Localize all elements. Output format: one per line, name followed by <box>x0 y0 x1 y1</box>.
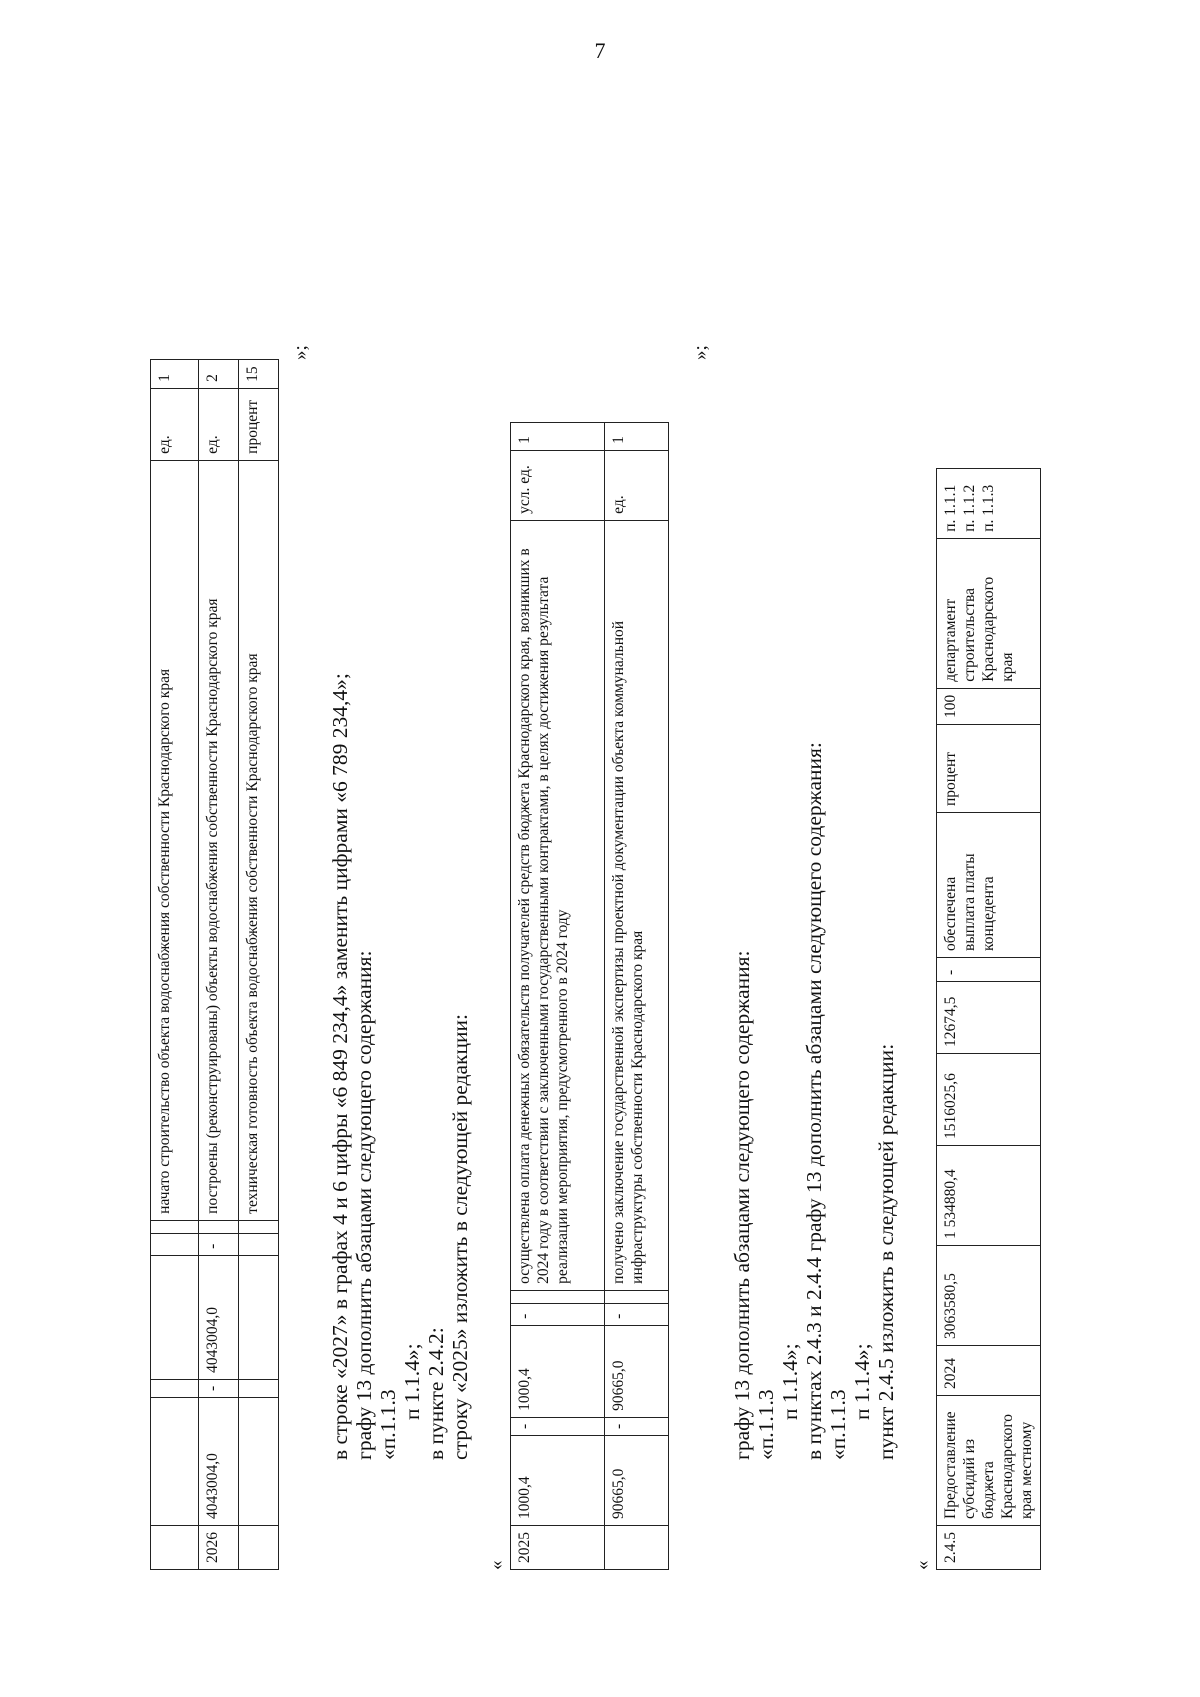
value-cell: 15 <box>239 360 279 389</box>
closing-quote-mark: »; <box>290 345 311 360</box>
unit-cell: ед. <box>605 450 669 520</box>
unit-cell: ед. <box>199 388 239 460</box>
year-cell <box>151 1526 199 1570</box>
amount-cell <box>239 1233 279 1255</box>
table-2-block <box>510 422 669 1570</box>
table-2 <box>510 422 669 1570</box>
paragraph-line: «п.1.1.3 <box>754 1389 778 1460</box>
table-row <box>937 468 1041 1569</box>
amount-cell: - <box>605 1417 669 1435</box>
amount-cell: 90665,0 <box>605 1436 669 1526</box>
amount-cell: - <box>511 1417 605 1435</box>
unit-cell: ед. <box>151 388 199 460</box>
year-cell: 2024 <box>937 1346 1041 1396</box>
amount-cell <box>239 1255 279 1379</box>
result-text-cell: получено заключение государственной экспертизы проектной документации объекта коммунальной инфраструктуры собственности Краснодарского края <box>605 520 669 1290</box>
spacer-cell <box>151 1220 199 1233</box>
table-row <box>199 360 239 1570</box>
spacer-cell <box>511 1290 605 1303</box>
value-cell: 1 <box>151 360 199 389</box>
amount-cell: - <box>937 958 1041 982</box>
amount-cell: 4043004,0 <box>199 1255 239 1379</box>
paragraph-line: «п.1.1.3 <box>826 1389 850 1460</box>
paragraph-line: в пункте 2.4.2: <box>424 1327 448 1460</box>
paragraph-line: графу 13 дополнить абзацами следующего содержания: <box>730 950 754 1460</box>
paragraph-line: п 1.1.4»; <box>778 1343 802 1420</box>
opening-quote-mark: « <box>486 1560 507 1570</box>
paragraph-line: п 1.1.4»; <box>850 1343 874 1420</box>
table-row <box>511 422 605 1569</box>
unit-cell: процент <box>239 388 279 460</box>
amount-cell <box>239 1379 279 1397</box>
amount-cell: 1000,4 <box>511 1325 605 1417</box>
amount-cell: 3063580,5 <box>937 1246 1041 1346</box>
result-text-cell: начато строительство объекта водоснабжения собственности Краснодарского края <box>151 460 199 1220</box>
amount-cell: - <box>511 1303 605 1325</box>
paragraph-line: в пунктах 2.4.3 и 2.4.4 графу 13 дополнить абзацами следующего содержания: <box>802 742 826 1460</box>
amount-cell: - <box>199 1233 239 1255</box>
year-cell: 2026 <box>199 1526 239 1570</box>
paragraph-line: графу 13 дополнить абзацами следующего содержания: <box>352 950 376 1460</box>
item-number-cell: 2.4.5 <box>937 1526 1041 1570</box>
amount-cell: 4043004,0 <box>199 1398 239 1526</box>
value-cell: 2 <box>199 360 239 389</box>
paragraph-line: в строке «2027» в графах 4 и 6 цифры «6 849 234,4» заменить цифрами «6 789 234,4»; <box>328 673 352 1460</box>
unit-cell: процент <box>937 725 1041 813</box>
result-text-cell: построены (реконструированы) объекты водоснабжения собственности Краснодарского края <box>199 460 239 1220</box>
amount-cell: 12674,5 <box>937 982 1041 1054</box>
year-cell: 2025 <box>511 1526 605 1570</box>
references-cell: п. 1.1.1 п. 1.1.2 п. 1.1.3 <box>937 468 1041 538</box>
table-3 <box>936 468 1041 1570</box>
amount-cell <box>151 1379 199 1397</box>
amount-cell: 1 534880,4 <box>937 1146 1041 1246</box>
table-row <box>151 360 199 1570</box>
value-cell: 1 <box>511 422 605 450</box>
item-name-cell: Предоставление субсидий из бюджета Краснодарского края местному <box>937 1396 1041 1526</box>
closing-quote-mark: »; <box>690 345 711 360</box>
value-cell: 100 <box>937 688 1041 724</box>
page-number: 7 <box>594 38 606 63</box>
year-cell <box>605 1526 669 1570</box>
spacer-cell <box>239 1220 279 1233</box>
rotated-document-content <box>150 150 1080 1570</box>
unit-cell: усл. ед. <box>511 450 605 520</box>
amount-cell: 90665,0 <box>605 1325 669 1417</box>
result-text-cell: осуществлена оплата денежных обязательств получателей средств бюджета Краснодарского края, возникших в 2024 году в соответствии с заключенными государственными контрактами, в целях достижения результата реализации мероприятия, предусмотренного в 2024 году <box>511 520 605 1290</box>
table-row <box>239 360 279 1570</box>
value-cell: 1 <box>605 422 669 450</box>
paragraph-line: п 1.1.4»; <box>400 1343 424 1420</box>
opening-quote-mark: « <box>912 1560 933 1570</box>
spacer-cell <box>605 1290 669 1303</box>
year-cell <box>239 1526 279 1570</box>
amount-cell <box>151 1398 199 1526</box>
table-row <box>605 422 669 1569</box>
amount-cell: 1516025,6 <box>937 1054 1041 1146</box>
spacer-cell <box>199 1220 239 1233</box>
executor-cell: департамент строительства Краснодарского края <box>937 538 1041 688</box>
result-text-cell: обеспечена выплата платы концедента <box>937 813 1041 958</box>
result-text-cell: техническая готовность объекта водоснабжения собственности Краснодарского края <box>239 460 279 1220</box>
table-1-block <box>150 359 279 1570</box>
paragraph-line: пункт 2.4.5 изложить в следующей редакции: <box>874 1043 898 1460</box>
table-1 <box>150 359 279 1570</box>
amount-cell <box>151 1233 199 1255</box>
table-3-block <box>936 468 1041 1570</box>
paragraph-line: строку «2025» изложить в следующей редакции: <box>448 1014 472 1460</box>
amount-cell: - <box>199 1379 239 1397</box>
amount-cell: - <box>605 1303 669 1325</box>
amount-cell <box>239 1398 279 1526</box>
paragraph-line: «п.1.1.3 <box>376 1389 400 1460</box>
amount-cell <box>151 1255 199 1379</box>
amount-cell: 1000,4 <box>511 1436 605 1526</box>
